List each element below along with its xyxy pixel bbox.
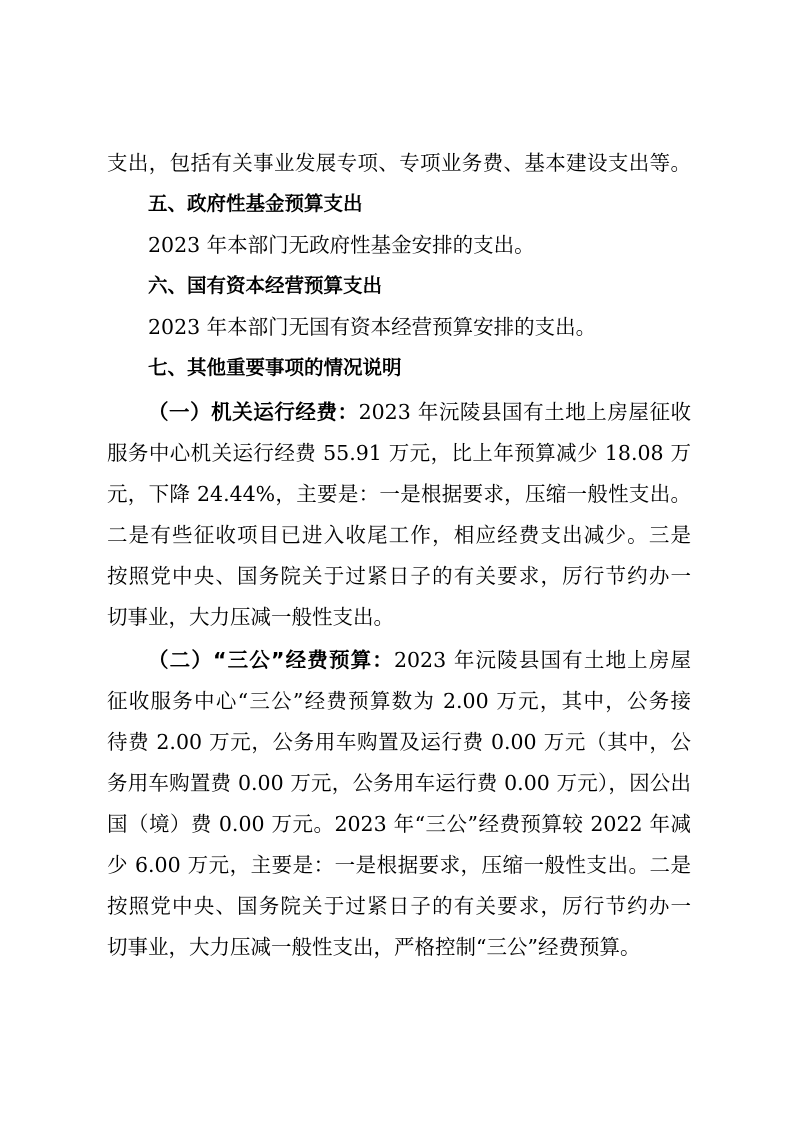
subsection-label: （一）机关运行经费：	[148, 400, 359, 424]
line-text: 切事业，大力压减一般性支出。	[107, 605, 394, 629]
line-text: 二是有些征收项目已进入收尾工作，相应经费支出减少。三是	[107, 523, 691, 547]
section-heading-5	[148, 184, 691, 224]
paragraph-first-line	[148, 640, 691, 680]
line-text: 2023 年本部门无国有资本经营预算安排的支出。	[148, 315, 597, 339]
heading-text: 五、政府性基金预算支出	[148, 192, 363, 215]
body-text-line	[107, 722, 691, 762]
body-text-line	[148, 225, 691, 265]
heading-text: 七、其他重要事项的情况说明	[148, 356, 402, 379]
line-text: 2023 年沅陵县国有土地上房屋	[393, 648, 691, 672]
body-text-line	[107, 515, 691, 555]
section-heading-7	[148, 348, 691, 388]
body-text-line	[107, 474, 691, 514]
body-text-line	[107, 433, 691, 473]
line-text: 元，下降 24.44%，主要是：一是根据要求，压缩一般性支出。	[107, 482, 691, 506]
line-text: 按照党中央、国务院关于过紧日子的有关要求，厉行节约办一	[107, 894, 691, 918]
section-heading-6	[148, 266, 691, 306]
line-text: 服务中心机关运行经费 55.91 万元，比上年预算减少 18.08 万	[107, 441, 691, 465]
paragraph-first-line	[148, 392, 691, 432]
body-text-line	[107, 143, 691, 183]
line-text: 待费 2.00 万元，公务用车购置及运行费 0.00 万元（其中，公	[107, 730, 691, 754]
line-text: 2023 年本部门无政府性基金安排的支出。	[148, 233, 535, 257]
heading-text: 六、国有资本经营预算支出	[148, 274, 383, 297]
line-text: 务用车购置费 0.00 万元，公务用车运行费 0.00 万元），因公出	[107, 771, 691, 795]
body-text-line	[107, 597, 691, 637]
line-text: 少 6.00 万元，主要是：一是根据要求，压缩一般性支出。二是	[107, 853, 691, 877]
line-text: 2023 年沅陵县国有土地上房屋征收	[358, 400, 691, 424]
body-text-line	[107, 845, 691, 885]
line-text: 按照党中央、国务院关于过紧日子的有关要求，厉行节约办一	[107, 564, 691, 588]
body-text-line	[107, 804, 691, 844]
body-text-line	[107, 556, 691, 596]
body-text-line	[107, 886, 691, 926]
line-text: 支出，包括有关事业发展专项、专项业务费、基本建设支出等。	[107, 151, 691, 175]
body-text-line	[107, 927, 691, 967]
subsection-label: （二）“三公”经费预算：	[148, 648, 394, 672]
body-text-line	[148, 307, 691, 347]
line-text: 切事业，大力压减一般性支出，严格控制“三公”经费预算。	[107, 935, 641, 959]
line-text: 征收服务中心“三公”经费预算数为 2.00 万元，其中，公务接	[107, 689, 691, 713]
line-text: 国（境）费 0.00 万元。2023 年“三公”经费预算较 2022 年减	[107, 812, 691, 836]
body-text-line	[107, 681, 691, 721]
body-text-line	[107, 763, 691, 803]
